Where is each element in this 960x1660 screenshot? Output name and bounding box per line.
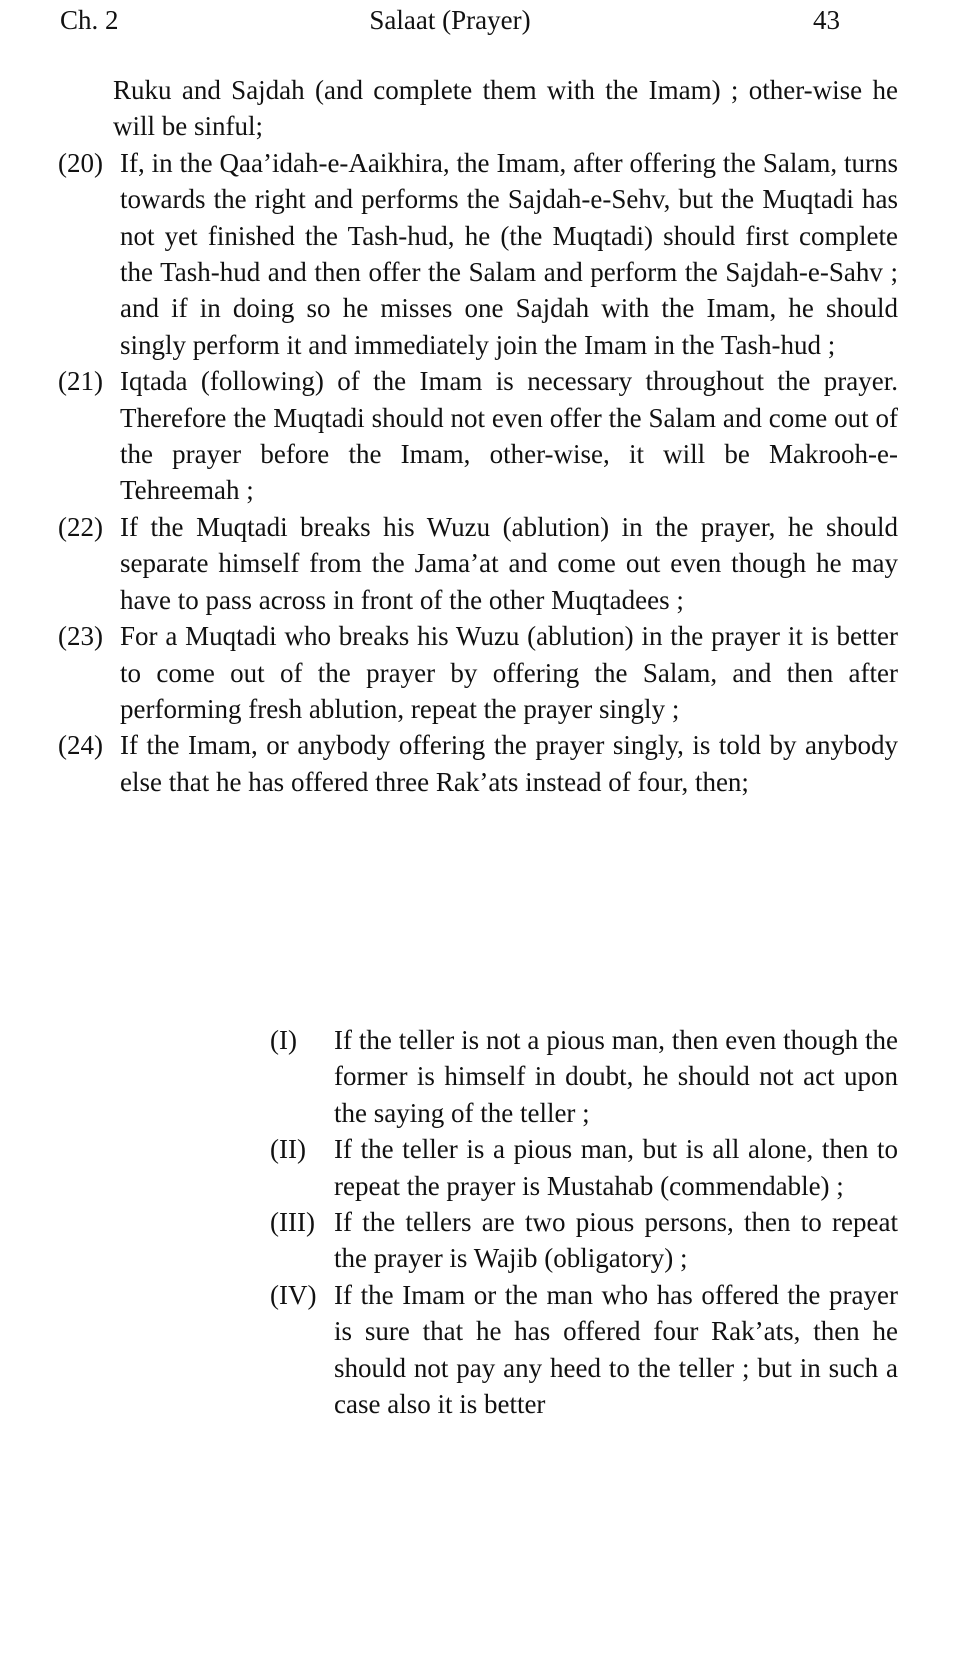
sub-rule-item-ii xyxy=(270,1131,898,1204)
sub-rule-item-i xyxy=(270,1022,898,1131)
sub-rule-list xyxy=(270,1022,898,1422)
continued-paragraph: Ruku and Sajdah (and complete them with the Imam) ; other-wise he will be sinful; xyxy=(113,75,898,142)
rule-text: For a Muqtadi who breaks his Wuzu (ablution) in the prayer it is better to come out of the prayer by offering the Salam, and then after performing fresh ablution, repeat the prayer singly ; xyxy=(120,621,898,724)
rule-number: (22) xyxy=(58,511,103,542)
rule-text: If the Imam, or anybody offering the prayer singly, is told by anybody else that he has offered three Rak’ats instead of four, then; xyxy=(120,730,898,797)
rule-item-23 xyxy=(58,618,898,727)
sub-rule-item-iii xyxy=(270,1204,898,1277)
rule-item-20 xyxy=(58,145,898,363)
sub-rule-numeral: (IV) xyxy=(270,1279,317,1310)
page-title: Salaat (Prayer) xyxy=(369,5,531,35)
sub-rule-text: If the teller is a pious man, but is all alone, then to repeat the prayer is Mustahab (commendable) ; xyxy=(334,1134,898,1201)
rule-number: (24) xyxy=(58,730,103,761)
rule-item-22 xyxy=(58,509,898,618)
rule-item-21 xyxy=(58,363,898,509)
sub-rule-numeral: (II) xyxy=(270,1134,306,1165)
page-number: 43 xyxy=(813,5,840,35)
rule-item-24 xyxy=(58,727,898,800)
rule-text: If, in the Qaa’idah-e-Aaikhira, the Imam, after offering the Salam, turns towards the right and performs the Sajdah-e-Sehv, but the Muqtadi has not yet finished the Tash-hud, he (the Muqtadi) should first complete the Tash-hud and then offer the Salam and perform the Sajdah-e-Sahv ; and if in doing so he misses one Sajdah with the Imam, he should singly perform it and immediately join the Imam in the Tash-hud ; xyxy=(120,147,898,360)
sub-rule-text: If the teller is not a pious man, then even though the former is himself in doubt, he should not act upon the saying of the teller ; xyxy=(334,1025,898,1128)
chapter-label: Ch. 2 xyxy=(60,5,119,35)
sub-rule-text: If the Imam or the man who has offered the prayer is sure that he has offered four Rak’ats, then he should not pay any heed to the teller ; but in such a case also it is better xyxy=(334,1279,898,1420)
sub-rule-numeral: (I) xyxy=(270,1025,297,1055)
running-header xyxy=(60,4,840,36)
sub-rule-numeral: (III) xyxy=(270,1207,315,1238)
main-text xyxy=(58,72,898,800)
rule-number: (23) xyxy=(58,621,103,652)
sub-rule-item-iv xyxy=(270,1277,898,1423)
sub-rule-text: If the tellers are two pious persons, then to repeat the prayer is Wajib (obligatory) ; xyxy=(334,1207,898,1274)
rule-text: Iqtada (following) of the Imam is necessary throughout the prayer. Therefore the Muqtadi should not even offer the Salam and come out of the prayer before the Imam, other-wise, it will be Makrooh-e-Tehreemah ; xyxy=(120,366,898,506)
rule-text: If the Muqtadi breaks his Wuzu (ablution) in the prayer, he should separate himself from the Jama’at and come out even though he may have to pass across in front of the other Muqtadees ; xyxy=(120,511,898,615)
rule-number: (20) xyxy=(58,147,103,178)
rule-number: (21) xyxy=(58,366,103,397)
